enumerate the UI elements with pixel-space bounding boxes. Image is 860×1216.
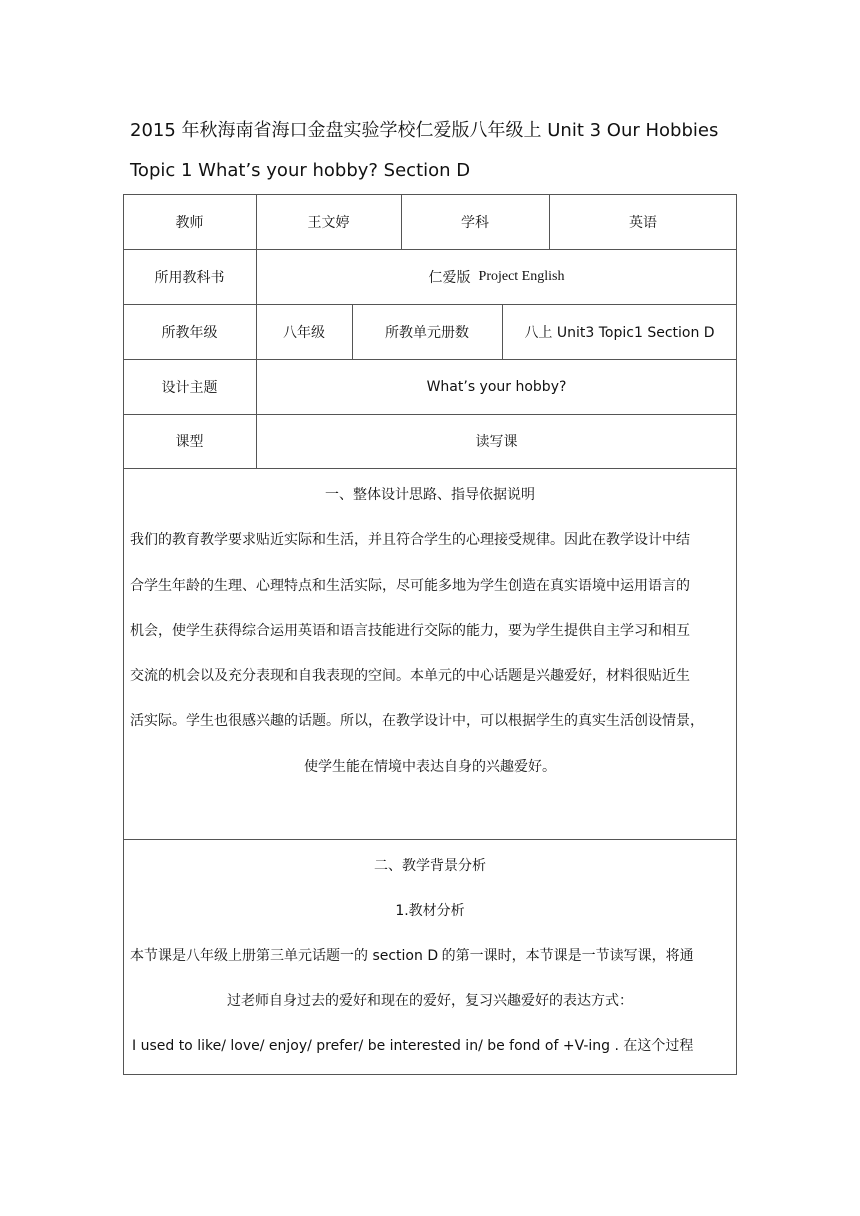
section2-line <box>130 948 694 966</box>
grade-value: 八年级 <box>283 324 325 341</box>
section2-line1-part: ，本节课是一节读写课，将通 <box>511 948 694 964</box>
textbook-value-en: Project English <box>478 268 565 284</box>
section1-line: 活实际。学生也很感兴趣的话题。所以，在教学设计中，可以根据学生的真实生活创设情景， <box>130 713 704 729</box>
subheading-text: 教材分析 <box>408 904 465 919</box>
subject-value: 英语 <box>629 214 657 231</box>
section2-subheading <box>123 903 737 921</box>
section2-line3-part: 在这个过程 <box>623 1039 694 1054</box>
section2-line3-part: I used to like/ love/ enjoy/ prefer/ be interested in/ be fond of +V-ing . <box>132 1038 624 1054</box>
textbook-value <box>256 249 737 304</box>
theme-label: 设计主题 <box>161 379 218 396</box>
section1-line: 使学生能在情境中表达自身的兴趣爱好。 <box>304 759 556 775</box>
subheading-number: 1. <box>395 903 409 919</box>
section1-line: 机会，使学生获得综合运用英语和语言技能进行交际的能力，要为学生提供自主学习和相互 <box>130 623 690 639</box>
section1-heading: 一、整体设计思路、指导依据说明 <box>325 487 535 503</box>
textbook-value-cn: 仁爱版 <box>428 269 471 286</box>
document-title-line1: 2015 年秋海南省海口金盘实验学校仁爱版八年级上 Unit 3 Our Hobbies <box>130 120 719 141</box>
unit-value: 八上 Unit3 Topic1 Section D <box>524 324 715 341</box>
section1-line: 交流的机会以及充分表现和自我表现的空间。本单元的中心话题是兴趣爱好，材料很贴近生 <box>130 668 690 684</box>
section1-line: 我们的教育教学要求贴近实际和生活，并且符合学生的心理接受规律。因此在教学设计中结 <box>130 532 690 548</box>
lesson-type-value: 读写课 <box>475 434 518 450</box>
unit-label: 所教单元册数 <box>385 324 469 341</box>
section2-line1-part: 本节课是八年级上册第三单元话题一的 section D <box>130 948 439 964</box>
theme-value: What’s your hobby? <box>426 378 567 395</box>
section1-line: 合学生年龄的生理、心理特点和生活实际，尽可能多地为学生创造在真实语境中运用语言的 <box>130 578 690 594</box>
section2-line <box>132 1038 693 1056</box>
section2-line: 过老师自身过去的爱好和现在的爱好，复习兴趣爱好的表达方式： <box>227 993 633 1009</box>
section2-heading: 二、教学背景分析 <box>374 858 486 874</box>
row-divider <box>123 839 737 840</box>
teacher-label: 教师 <box>175 214 204 231</box>
subject-label: 学科 <box>461 214 489 231</box>
document-title-line2: Topic 1 What’s your hobby? Section D <box>130 160 471 181</box>
lesson-type-label: 课型 <box>175 434 204 450</box>
textbook-label: 所用教科书 <box>154 269 225 286</box>
grade-label: 所教年级 <box>161 324 218 341</box>
row-divider <box>123 468 737 469</box>
teacher-value: 王文婷 <box>307 214 350 231</box>
section2-line1-part: 的第一课时 <box>438 949 512 964</box>
